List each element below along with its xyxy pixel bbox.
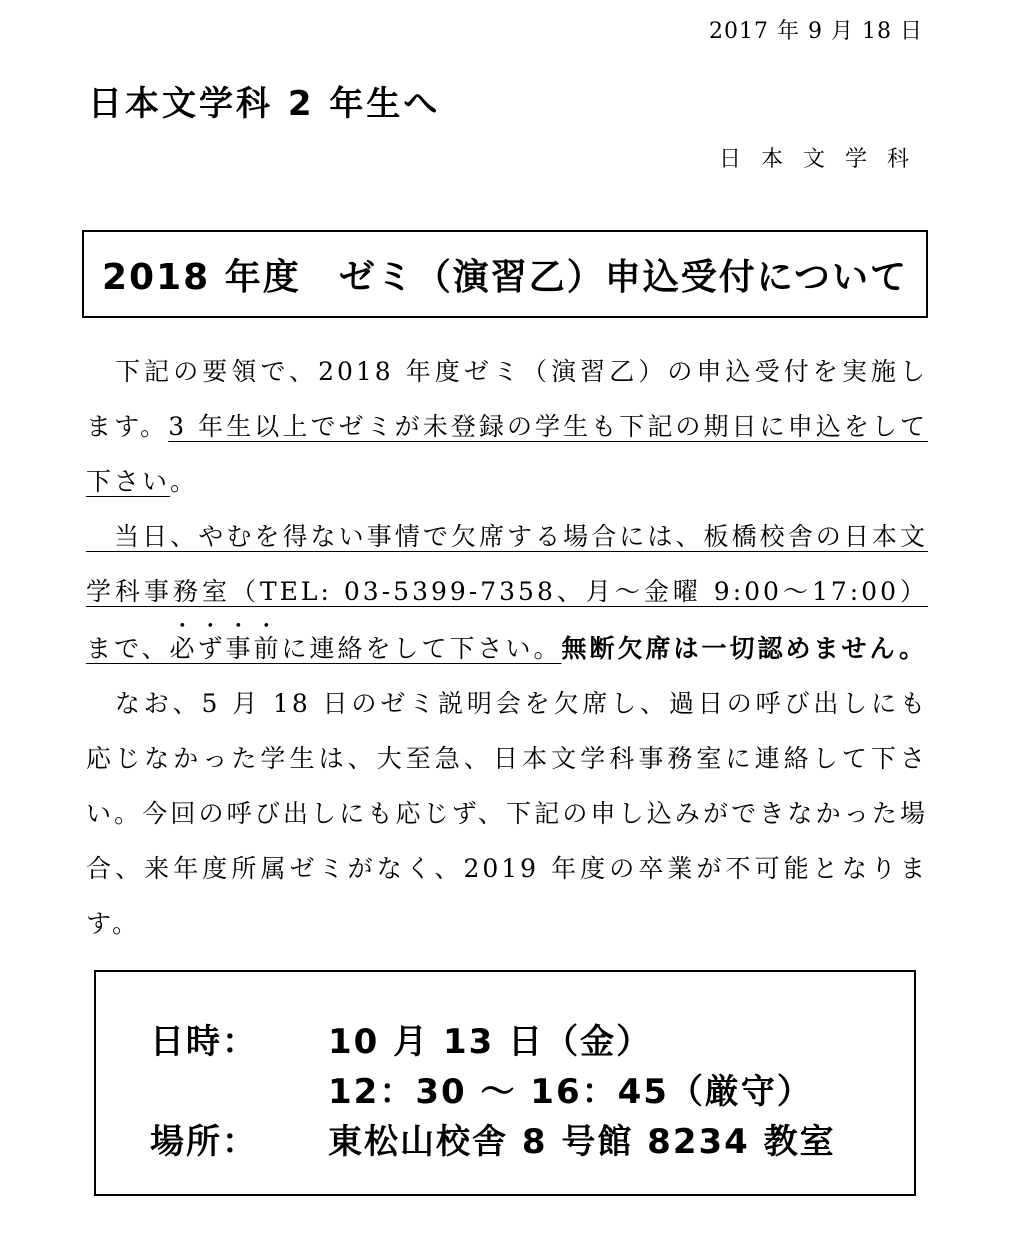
paragraph-1 (86, 344, 928, 509)
title-box (82, 230, 928, 318)
paragraph-3: なお、5 月 18 日のゼミ説明会を欠席し、過日の呼び出しにも応じなかった学生は、大至急、日本文学科事務室に連絡して下さい。今回の呼び出しにも応じず、下記の申し込みができなかった場合、来年度所属ゼミがなく、2019 年度の卒業が不可能となります。 (86, 689, 928, 938)
schedule-box (94, 970, 916, 1196)
document-date: 2017 年 9 月 18 日 (709, 19, 923, 44)
datetime-label: 日時： (150, 1022, 258, 1062)
paragraph-1-text: 下記の要領で、2018 年度ゼミ（演習乙）の申込受付を実施します。 (86, 357, 928, 441)
place-label: 場所： (150, 1122, 258, 1162)
sender-line: 日本文学科 (718, 147, 929, 172)
date-value: 10 月 13 日（金） (328, 1022, 653, 1062)
paragraph-1-underlined: 3 年生以上でゼミが未登録の学生も下記の期日に申込をして下さい (86, 412, 928, 496)
paragraph-2-underlined-b: に連絡をして下さい。 (281, 634, 562, 663)
paragraph-2-bold: 無断欠席は一切認めません。 (561, 634, 928, 663)
paragraph-2-underlined-a: 当日、やむを得ない事情で欠席する場合には、板橋校舎の日本文学科事務室（TEL: 03-5399-7358、月～金曜 9:00～17:00）まで、 (86, 522, 928, 663)
paragraph-1-end: 。 (170, 467, 199, 496)
document-title: 2018 年度 ゼミ（演習乙）申込受付について (101, 256, 908, 298)
paragraph-2 (86, 509, 928, 676)
recipient-line: 日本文学科 2 年生へ (88, 84, 441, 124)
paragraph-2-emphasis: 必ず事前 (169, 634, 282, 663)
body-text (86, 344, 928, 951)
time-value: 12：30 ～ 16：45（厳守） (328, 1072, 813, 1112)
place-value: 東松山校舎 8 号館 8234 教室 (328, 1122, 836, 1162)
